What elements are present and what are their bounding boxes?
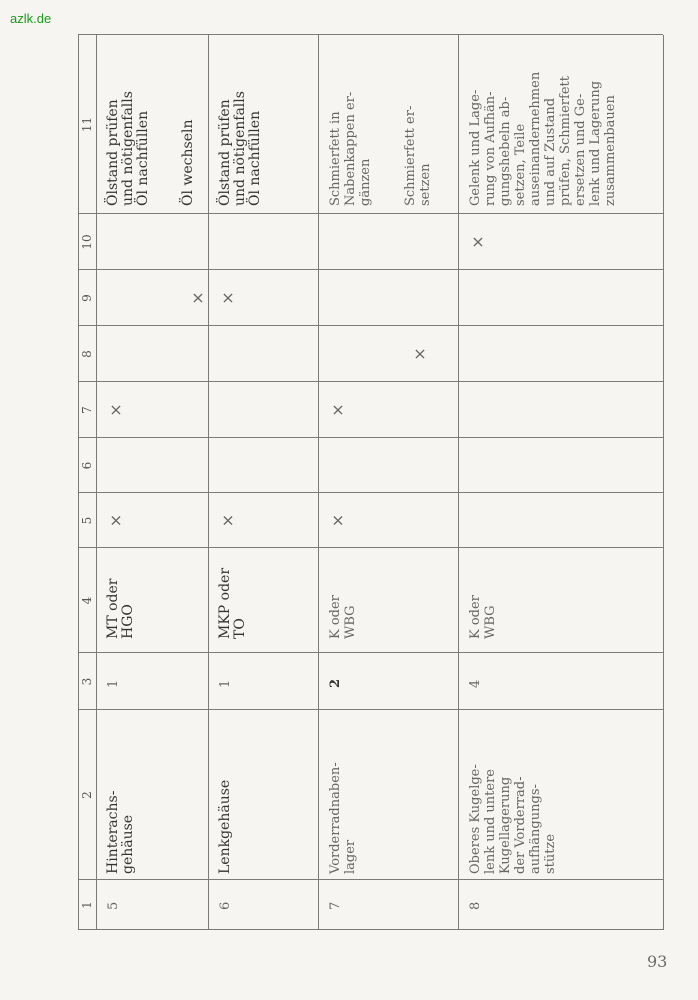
- column-header: 5: [80, 516, 94, 525]
- maintenance-action-line: [151, 91, 166, 206]
- column-rule: [78, 652, 663, 653]
- column-rule: [78, 381, 663, 382]
- maintenance-action-line: Gelenk und Lage-: [468, 89, 483, 206]
- column-rule: [78, 325, 663, 326]
- column-header: 4: [80, 596, 94, 605]
- maintenance-action-line: gänzen: [358, 158, 373, 206]
- lubricant: [218, 568, 248, 639]
- row-rule: [78, 35, 79, 930]
- column-header: 3: [80, 677, 94, 686]
- row-rule: [663, 35, 664, 930]
- lubricant-line: HGO: [120, 604, 136, 639]
- maintenance-action: [328, 92, 433, 206]
- component-name-line: Lenkgehäuse: [217, 779, 233, 874]
- component-name-line: lager: [343, 839, 358, 874]
- maintenance-action-line: Ölstand prüfen: [217, 99, 233, 206]
- column-header: 9: [80, 294, 94, 302]
- lubricant: [468, 595, 498, 639]
- component-name: [218, 780, 233, 874]
- component-name-line: aufhängungs-: [528, 784, 543, 874]
- lubricant-line: MKP oder: [217, 567, 233, 639]
- column-header: 7: [80, 406, 94, 414]
- maintenance-action-line: rung von Aufhän-: [483, 91, 498, 206]
- lubricant-line: WBG: [343, 605, 358, 639]
- column-rule: [78, 929, 663, 930]
- column-rule: [78, 547, 663, 548]
- maintenance-action-line: und auf Zustand: [543, 97, 558, 206]
- column-rule: [78, 492, 663, 493]
- column-header: 8: [80, 350, 94, 358]
- rotated-table-wrapper: [78, 35, 663, 930]
- quantity: 2: [328, 678, 343, 688]
- check-mark: ×: [468, 235, 487, 249]
- page-number: 93: [647, 952, 668, 971]
- check-mark: ×: [328, 513, 347, 528]
- maintenance-action: [106, 91, 196, 206]
- maintenance-action-line: Öl nachfüllen: [135, 110, 151, 206]
- maintenance-action-line: [373, 92, 388, 206]
- component-name: [468, 764, 558, 874]
- column-rule: [78, 709, 663, 710]
- row-rule: [458, 35, 459, 930]
- column-rule: [78, 269, 663, 270]
- component-name-line: Hinterachs-: [105, 790, 121, 874]
- column-rule: [78, 213, 663, 214]
- column-header: 10: [80, 234, 94, 250]
- component-name-line: Vorderradnaben-: [328, 762, 343, 874]
- component-name-line: Kugellagerung: [498, 776, 513, 874]
- component-name: [328, 762, 358, 874]
- maintenance-action-line: auseinandernehmen: [528, 71, 543, 206]
- lubricant-line: K oder: [328, 595, 343, 639]
- check-mark: ×: [410, 347, 429, 361]
- row-number: 5: [106, 901, 121, 910]
- component-name-line: Oberes Kugelge-: [468, 764, 483, 874]
- column-rule: [78, 879, 663, 880]
- component-name-line: stütze: [543, 833, 558, 874]
- row-number: 6: [218, 901, 233, 910]
- column-header: 1: [80, 901, 94, 909]
- check-mark: ×: [328, 403, 347, 417]
- component-name: [106, 791, 136, 874]
- lubricant: [106, 579, 136, 640]
- maintenance-action-line: setzen, Teile: [513, 123, 528, 206]
- quantity: 1: [218, 679, 233, 688]
- component-name-line: lenk und untere: [483, 768, 498, 874]
- quantity: 4: [468, 679, 483, 688]
- check-mark: ×: [106, 403, 125, 417]
- maintenance-action-line: setzen: [418, 163, 433, 206]
- component-name-line: gehäuse: [120, 814, 136, 874]
- maintenance-action: [218, 91, 263, 206]
- column-header: 2: [80, 791, 94, 799]
- maintenance-action-line: [166, 91, 181, 206]
- maintenance-action-line: Ölstand prüfen: [105, 99, 121, 206]
- maintenance-action-line: Schmierfett er-: [403, 105, 418, 206]
- row-rule: [96, 35, 97, 930]
- row-rule: [318, 35, 319, 930]
- maintenance-action-line: Öl wechseln: [180, 119, 196, 206]
- maintenance-action-line: zusammenbauen: [603, 95, 618, 206]
- row-number: 8: [468, 901, 483, 910]
- lubricant: [328, 595, 358, 639]
- lubrication-table: [78, 35, 663, 930]
- maintenance-action-line: Schmierfett in: [328, 111, 343, 206]
- lubricant-line: WBG: [483, 605, 498, 639]
- column-rule: [78, 437, 663, 438]
- lubricant-line: TO: [232, 618, 248, 639]
- column-header: 11: [80, 116, 94, 133]
- check-mark: ×: [218, 291, 237, 305]
- maintenance-action-line: [388, 92, 403, 206]
- lubricant-line: MT oder: [105, 578, 121, 639]
- row-rule: [208, 35, 209, 930]
- check-mark: ×: [188, 291, 207, 305]
- component-name-line: der Vorderrad-: [513, 776, 528, 874]
- maintenance-action-line: und nötigenfalls: [232, 91, 248, 206]
- maintenance-action-line: ersetzen und Ge-: [573, 93, 588, 206]
- maintenance-action-line: gungshebeln ab-: [498, 96, 513, 206]
- column-header: 6: [80, 461, 94, 470]
- maintenance-action-line: und nötigenfalls: [120, 91, 136, 206]
- maintenance-action-line: Öl nachfüllen: [247, 110, 263, 206]
- check-mark: ×: [106, 513, 125, 528]
- lubricant-line: K oder: [468, 595, 483, 639]
- row-number: 7: [328, 901, 343, 910]
- column-rule: [78, 34, 663, 35]
- watermark: azlk.de: [10, 11, 52, 26]
- maintenance-action: [468, 72, 618, 206]
- maintenance-action-line: lenk und Lagerung: [588, 80, 603, 206]
- quantity: 1: [106, 679, 121, 688]
- check-mark: ×: [218, 513, 237, 528]
- maintenance-action-line: prüfen, Schmierfett: [558, 76, 573, 206]
- maintenance-action-line: Nabenkappen er-: [343, 91, 358, 206]
